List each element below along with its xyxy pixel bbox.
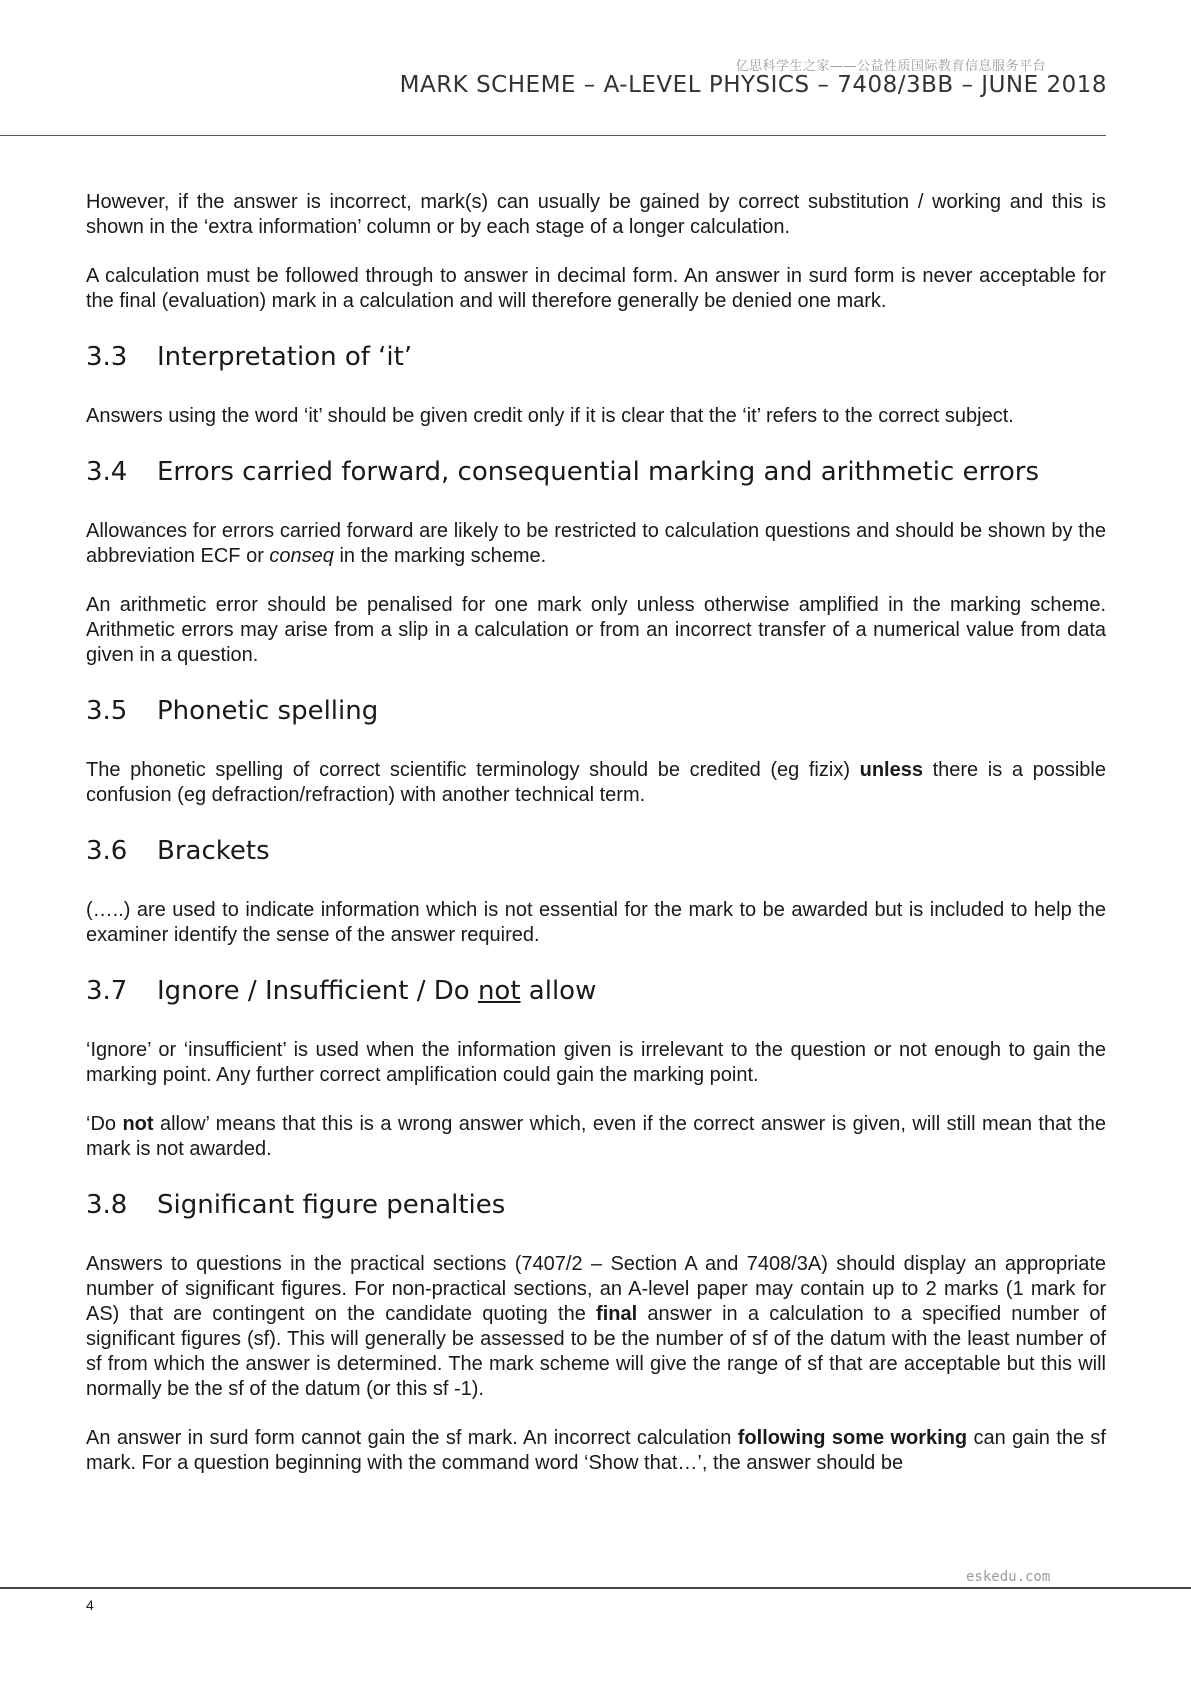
intro-paragraph-2: A calculation must be followed through to answer in decimal form. An answer in surd form is never acceptable for the final (evaluation) mark in a calculation and will therefore generally be denied one mark. bbox=[86, 265, 1106, 312]
section-3-6-paragraph: (…..) are used to indicate information which is not essential for the mark to be awarded but is included to help the examiner identify the sense of the answer required. bbox=[86, 899, 1106, 946]
text-run: ‘Do bbox=[86, 1113, 123, 1135]
text-run: The phonetic spelling of correct scientific terminology should be credited (eg fizix) bbox=[86, 759, 860, 781]
section-title bbox=[157, 976, 596, 1006]
section-3-6-heading bbox=[86, 832, 1106, 866]
italic-term: conseq bbox=[269, 545, 334, 567]
bold-term: not bbox=[122, 1113, 154, 1135]
section-3-3-paragraph: Answers using the word ‘it’ should be given credit only if it is clear that the ‘it’ refers to the correct subject. bbox=[86, 405, 1014, 427]
section-number: 3.5 bbox=[86, 696, 128, 726]
section-number: 3.6 bbox=[86, 836, 128, 866]
section-title: Interpretation of ‘it’ bbox=[157, 342, 413, 372]
page-number: 4 bbox=[86, 1597, 94, 1613]
bold-term: unless bbox=[859, 759, 923, 781]
text-run: in the marking scheme. bbox=[333, 545, 547, 567]
section-3-5-paragraph bbox=[86, 758, 1106, 808]
page-body bbox=[86, 190, 1106, 1500]
text-run: can gain the sf mark. For a question beginning with the command word ‘Show that…’, the answer should be bbox=[86, 1427, 1106, 1474]
section-number: 3.3 bbox=[86, 342, 128, 372]
text-run: Answers to questions in the practical sections (7407/2 – Section A and 7408/3A) should display an appropriate number of significant figures. For non-practical sections, an A-level paper may contain up to 2 marks (1 mark for AS) that are contingent on the candidate quoting the bbox=[86, 1253, 1106, 1325]
section-number: 3.8 bbox=[86, 1190, 128, 1220]
header-divider bbox=[0, 135, 1106, 136]
section-3-3-heading bbox=[86, 338, 1106, 372]
footer-divider bbox=[0, 1587, 1191, 1589]
bold-term: final bbox=[596, 1303, 638, 1325]
text-run: there is a possible confusion (eg defraction/refraction) with another technical term. bbox=[86, 759, 1106, 806]
section-3-4-paragraph-1 bbox=[86, 519, 1106, 569]
text-run: Ignore / Insufficient / Do bbox=[157, 976, 478, 1006]
section-3-5-heading bbox=[86, 692, 1106, 726]
section-3-4-paragraph-2: An arithmetic error should be penalised for one mark only unless otherwise amplified in the marking scheme. Arithmetic errors may arise from a slip in a calculation or from an incorrect transfer of a numerical value from data given in a question. bbox=[86, 594, 1106, 666]
intro-paragraph-1: However, if the answer is incorrect, mark(s) can usually be gained by correct substitution / working and this is shown in the ‘extra information’ column or by each stage of a longer calculation. bbox=[86, 191, 1106, 238]
section-3-7-paragraph-1: ‘Ignore’ or ‘insufficient’ is used when the information given is irrelevant to the question or not enough to gain the marking point. Any further correct amplification could gain the marking point. bbox=[86, 1039, 1106, 1086]
text-run: allow’ means that this is a wrong answer which, even if the correct answer is given, will still mean that the mark is not awarded. bbox=[86, 1113, 1106, 1160]
text-run: An answer in surd form cannot gain the sf mark. An incorrect calculation bbox=[86, 1427, 738, 1449]
section-title: Phonetic spelling bbox=[157, 696, 379, 726]
text-run: answer in a calculation to a specified number of significant figures (sf). This will generally be assessed to be the number of sf of the datum with the least number of sf from which the answer is determined. The mark scheme will give the range of sf that are acceptable but this will normally be the sf of the datum (or this sf -1). bbox=[86, 1303, 1106, 1400]
text-run: Allowances for errors carried forward are likely to be restricted to calculation questions and should be shown by the abbreviation ECF or bbox=[86, 520, 1106, 567]
running-header-title: MARK SCHEME – A-LEVEL PHYSICS – 7408/3BB – JUNE 2018 bbox=[399, 72, 1107, 98]
section-3-7-paragraph-2 bbox=[86, 1112, 1106, 1162]
footer-watermark: eskedu.com bbox=[966, 1569, 1051, 1585]
section-3-8-heading bbox=[86, 1186, 1106, 1220]
section-number: 3.7 bbox=[86, 976, 128, 1006]
header-watermark: 亿思科学生之家——公益性质国际教育信息服务平台 bbox=[735, 59, 1046, 74]
underlined-term: not bbox=[477, 976, 521, 1006]
text-run: allow bbox=[520, 976, 597, 1006]
section-title: Significant figure penalties bbox=[157, 1190, 506, 1220]
section-3-8-paragraph-2 bbox=[86, 1426, 1106, 1476]
section-3-8-paragraph-1 bbox=[86, 1252, 1106, 1402]
bold-term: following some working bbox=[737, 1427, 968, 1449]
section-number: 3.4 bbox=[86, 457, 128, 487]
section-3-4-heading bbox=[86, 453, 1106, 487]
section-title: Errors carried forward, consequential marking and arithmetic errors bbox=[157, 457, 1040, 487]
section-3-7-heading bbox=[86, 972, 1106, 1006]
section-title: Brackets bbox=[157, 836, 270, 866]
